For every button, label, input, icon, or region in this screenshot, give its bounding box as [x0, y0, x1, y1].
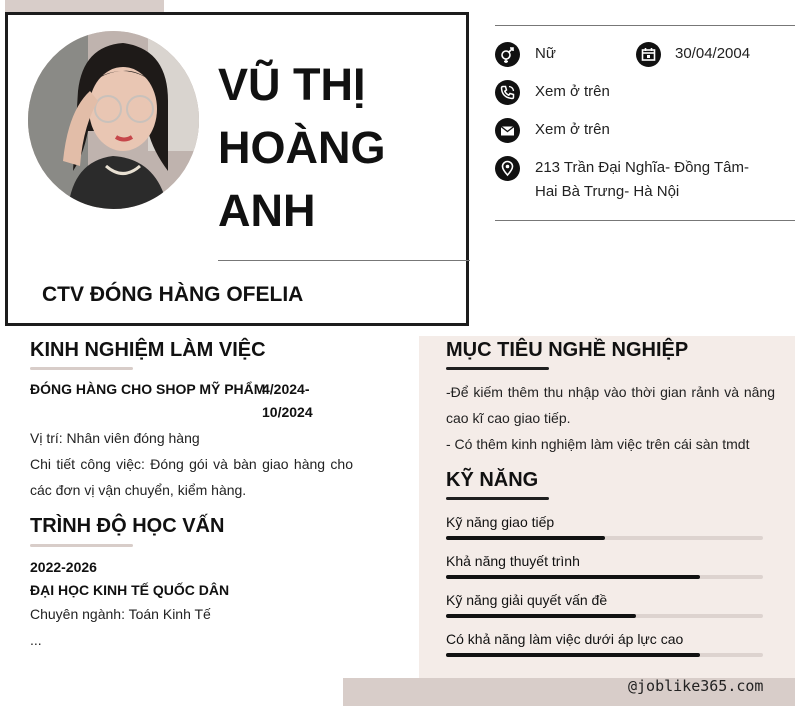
experience-detail — [30, 451, 353, 503]
education-school: ĐẠI HỌC KINH TẾ QUỐC DÂN — [30, 582, 230, 598]
watermark: @joblike365.com — [628, 677, 764, 695]
education-title: TRÌNH ĐỘ HỌC VẤN — [30, 515, 225, 537]
skills-title: KỸ NĂNG — [446, 469, 539, 491]
phone-value: Xem ở trên — [535, 83, 610, 100]
phone-icon — [495, 80, 520, 105]
experience-company: ĐÓNG HÀNG CHO SHOP MỸ PHẨM — [30, 381, 266, 397]
experience-period-line-2: 10/2024 — [262, 404, 313, 420]
name-line-2: HOÀNG — [218, 122, 386, 173]
skill-bar-fill — [446, 536, 605, 540]
experience-detail-line-2: các đơn vị vận chuyển, kiểm hàng. — [30, 482, 247, 498]
avatar — [28, 31, 199, 209]
skill-label: Kỹ năng giải quyết vấn đề — [446, 592, 608, 608]
experience-position: Vị trí: Nhân viên đóng hàng — [30, 430, 200, 446]
contact-bottom-divider — [495, 220, 795, 221]
email-value: Xem ở trên — [535, 121, 610, 138]
experience-period — [262, 378, 313, 424]
skill-bar-track — [446, 536, 763, 540]
name-line-3: ANH — [218, 185, 316, 236]
skill-bar-track — [446, 614, 763, 618]
experience-title: KINH NGHIỆM LÀM VIỆC — [30, 339, 266, 361]
full-name — [218, 53, 458, 242]
address-value — [535, 156, 749, 204]
skill-bar-fill — [446, 614, 636, 618]
experience-detail-line-1: Chi tiết công việc: Đóng gói và bàn giao hàng cho — [30, 456, 353, 472]
skill-bar-track — [446, 653, 763, 657]
education-underline — [30, 544, 133, 547]
experience-underline — [30, 367, 133, 370]
portrait-photo — [28, 31, 199, 209]
experience-period-line-1: 4/2024- — [262, 381, 310, 397]
objective-line-2: cao kĩ cao giao tiếp. — [446, 410, 571, 426]
education-years: 2022-2026 — [30, 559, 97, 575]
skills-underline — [446, 497, 549, 500]
objective-line-3: - Có thêm kinh nghiệm làm việc trên cái sàn tmdt — [446, 436, 750, 452]
objective-title: MỤC TIÊU NGHỀ NGHIỆP — [446, 339, 689, 361]
skill-bar-fill — [446, 653, 700, 657]
job-title: CTV ĐÓNG HÀNG OFELIA — [42, 283, 304, 306]
calendar-icon — [636, 42, 661, 67]
name-card — [5, 12, 469, 326]
gender-value: Nữ — [535, 45, 556, 62]
contact-top-divider — [495, 25, 795, 26]
objective-underline — [446, 367, 549, 370]
skill-label: Kỹ năng giao tiếp — [446, 514, 555, 530]
address-line-1: 213 Trần Đại Nghĩa- Đồng Tâm- — [535, 159, 749, 176]
objective-text — [446, 379, 775, 457]
gender-icon — [495, 42, 520, 67]
name-divider — [218, 260, 470, 261]
name-line-1: VŨ THỊ — [218, 59, 366, 110]
birthday-value: 30/04/2004 — [675, 45, 751, 62]
skill-bar-fill — [446, 575, 700, 579]
objective-line-1: -Để kiếm thêm thu nhập vào thời gian rảnh và nâng — [446, 384, 775, 400]
education-major: Chuyên ngành: Toán Kinh Tế — [30, 606, 211, 622]
skill-label: Khả năng thuyết trình — [446, 553, 580, 569]
skill-bar-track — [446, 575, 763, 579]
address-line-2: Hai Bà Trưng- Hà Nội — [535, 183, 680, 200]
education-more: ... — [30, 632, 42, 648]
location-icon — [495, 156, 520, 181]
email-icon — [495, 118, 520, 143]
skill-label: Có khả năng làm việc dưới áp lực cao — [446, 631, 684, 647]
